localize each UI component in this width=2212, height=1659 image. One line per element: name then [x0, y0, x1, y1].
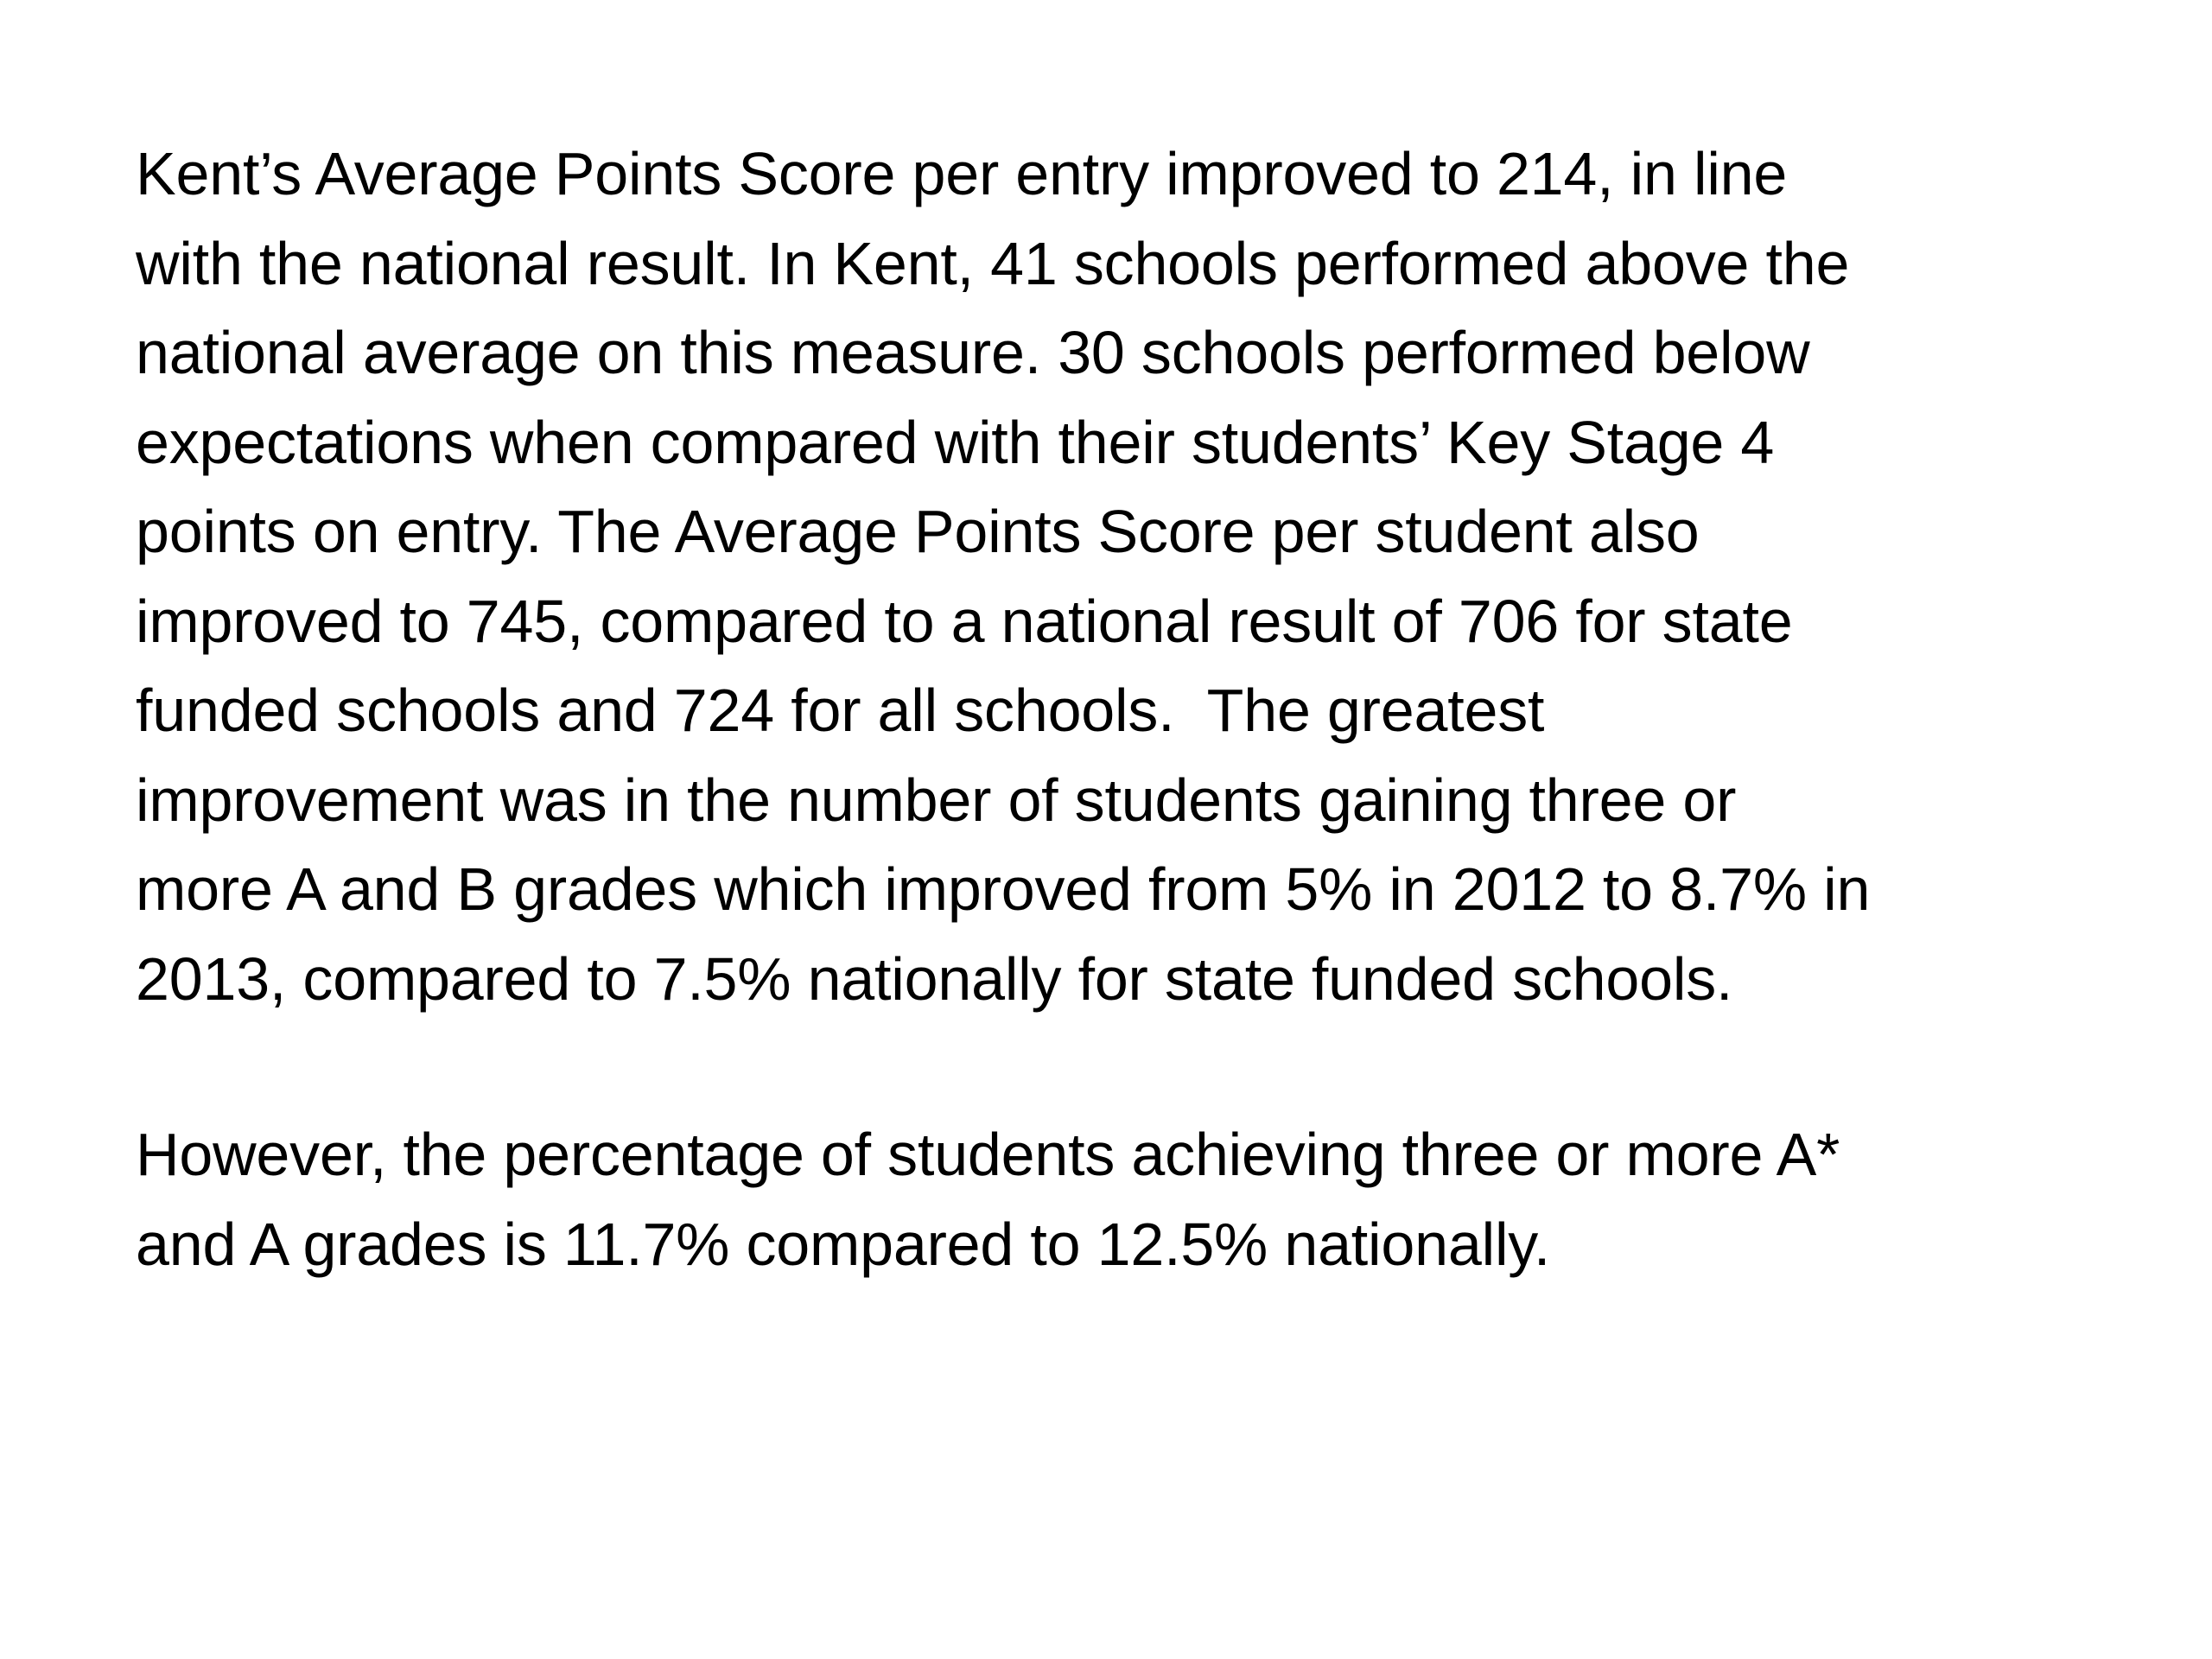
text-line: expectations when compared with their students’ Key Stage 4 — [136, 408, 1775, 476]
text-line: points on entry. The Average Points Score per student also — [136, 498, 1700, 565]
text-line: national average on this measure. 30 schools performed below — [136, 319, 1810, 386]
text-line: 2013, compared to 7.5% nationally for state funded schools. — [136, 944, 1733, 1013]
slide-body — [136, 130, 2123, 1289]
text-line: more A and B grades which improved from 5% in 2012 to 8.7% in — [136, 855, 1871, 923]
text-line: and A grades is 11.7% compared to 12.5% nationally. — [136, 1210, 1551, 1278]
text-line: improved to 745, compared to a national result of 706 for state — [136, 587, 1793, 655]
paragraph-however — [136, 1110, 2123, 1289]
text-line: However, the percentage of students achieving three or more A* — [136, 1121, 1840, 1188]
paragraph-summary — [136, 130, 2123, 1024]
text-line: with the national result. In Kent, 41 schools performed above the — [136, 229, 1850, 297]
text-line: improvement was in the number of students gaining three or — [136, 766, 1737, 834]
text-line: Kent’s Average Points Score per entry improved to 214, in line — [136, 140, 1788, 207]
text-line: funded schools and 724 for all schools. The greatest — [136, 677, 1545, 744]
